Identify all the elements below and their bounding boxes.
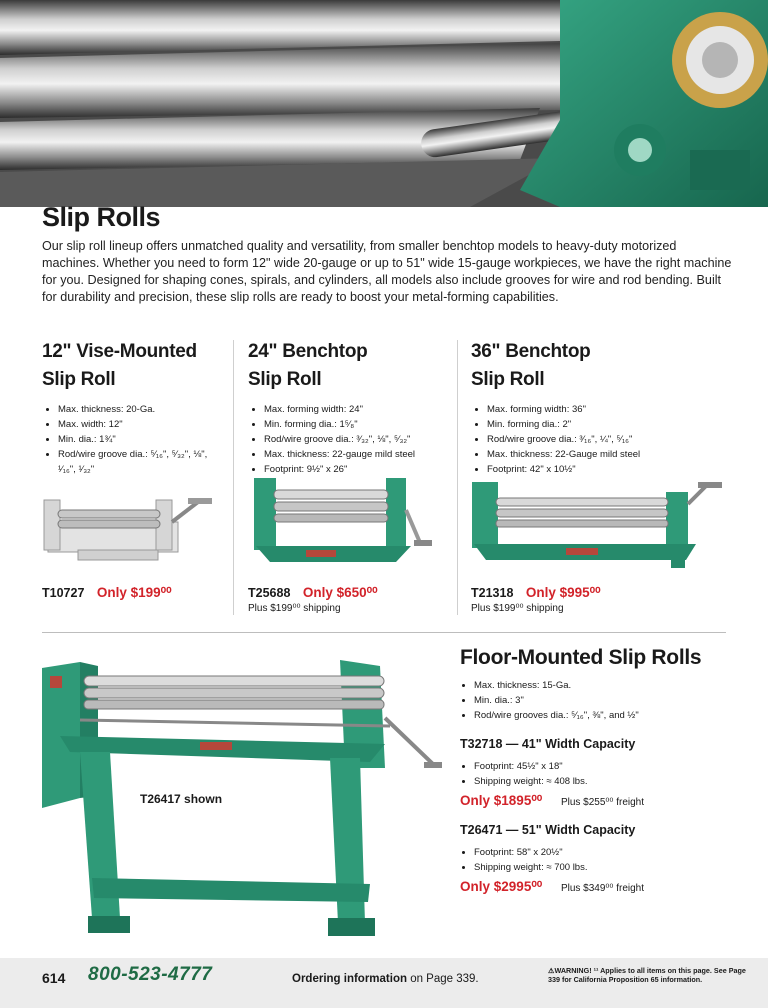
spec-item: • Shipping weight: ≈ 408 lbs. (474, 774, 760, 789)
phone-number[interactable]: 800-523-4777 (88, 964, 213, 985)
price-line-t21318 (471, 584, 601, 602)
spec-item: • Rod/wire groove dia.: ³⁄₃₂", ⅛", ⁵⁄₃₂" (264, 432, 458, 447)
spec-item: • Footprint: 9½" x 26" (264, 462, 458, 477)
spec-list (460, 845, 760, 875)
freight-note: Plus $349⁰⁰ freight (560, 883, 645, 894)
product-title: 36" Benchtop Slip Roll (471, 341, 591, 390)
spec-item: • Rod/wire groove dia.: ⁵⁄₁₆", ⁵⁄₃₂", ⅛", ¹⁄₁₆", ¹⁄₃₂" (58, 447, 227, 477)
section-divider (42, 632, 726, 633)
spec-list (42, 402, 227, 477)
hero-image (0, 0, 768, 207)
spec-item: • Shipping weight: ≈ 700 lbs. (474, 860, 760, 875)
intro-paragraph: Our slip roll lineup offers unmatched quality and versatility, from smaller benchtop models to heavy-duty motorized machines. Whether you need to form 12" wide 20-gauge or up to 51" wide 15-gauge workpieces, we have the right machine for you. Designed for shaping cones, spirals, and cylinders, all models also include grooves for wire and rod bending. Built for durability and precision, these slip rolls are ready to boost your metal-forming capabilities. (42, 239, 732, 304)
spec-item: • Rod/wire grooves dia.: ⁵⁄₁₆", ⅜", and ½" (474, 708, 760, 723)
shipping-note: Plus $199⁰⁰ shipping (248, 603, 341, 614)
spec-list (460, 759, 760, 789)
spec-item: • Min. forming dia.: 2" (487, 417, 731, 432)
spec-item: • Footprint: 42" x 10½" (487, 462, 731, 477)
product-image-t10727 (38, 482, 218, 572)
price-line-t25688 (248, 584, 378, 602)
spec-item: • Max. thickness: 22-Gauge mild steel (487, 447, 731, 462)
spec-item: • Max. forming width: 24" (264, 402, 458, 417)
spec-item: • Min. dia.: 1¾" (58, 432, 227, 447)
floor-mounted-section (460, 646, 760, 895)
spec-list (248, 402, 458, 477)
model-heading: T26471 — 51" Width Capacity (460, 823, 636, 837)
rollers-photo (0, 0, 768, 207)
spec-list (471, 402, 731, 477)
spec-list (460, 678, 760, 723)
product-column-t10727 (42, 338, 227, 477)
spec-item: • Max. thickness: 15-Ga. (474, 678, 760, 693)
spec-item: • Footprint: 58" x 20½" (474, 845, 760, 860)
warning-icon: ⚠ (548, 966, 555, 975)
model-heading: T32718 — 41" Width Capacity (460, 737, 636, 751)
spec-item: • Max. forming width: 36" (487, 402, 731, 417)
product-title: 12" Vise-Mounted Slip Roll (42, 341, 197, 390)
sku: T10727 (42, 586, 85, 600)
product-title: 24" Benchtop Slip Roll (248, 341, 368, 390)
prop65-warning: ⚠WARNING! ¹¹ Applies to all items on this page. See Page 339 for California Proposition 65 information. (548, 966, 746, 984)
shipping-note: Plus $199⁰⁰ shipping (471, 603, 564, 614)
sku: T25688 (248, 586, 291, 600)
product-image-t26417 (40, 648, 445, 945)
price: Only $650⁰⁰ (302, 585, 378, 600)
price-line-t10727 (42, 584, 172, 602)
spec-item: • Rod/wire groove dia.: ³⁄₁₆", ¼", ⁵⁄₁₆" (487, 432, 731, 447)
spec-item: • Max. thickness: 20-Ga. (58, 402, 227, 417)
column-divider (233, 340, 234, 615)
spec-item: • Footprint: 45½" x 18" (474, 759, 760, 774)
price: Only $2995⁰⁰ (460, 879, 543, 894)
product-image-t21318 (466, 474, 731, 589)
product-column-t21318 (471, 338, 731, 477)
page-number: 614 (42, 970, 66, 986)
spec-item: • Min. forming dia.: 1⁵⁄₈" (264, 417, 458, 432)
sku: T21318 (471, 586, 514, 600)
spec-item: • Max. width: 12" (58, 417, 227, 432)
section-title: Floor-Mounted Slip Rolls (460, 646, 702, 669)
price-line-t32718 (460, 793, 760, 809)
price: Only $995⁰⁰ (525, 585, 601, 600)
page-title: Slip Rolls (42, 202, 161, 232)
price: Only $199⁰⁰ (96, 585, 172, 600)
spec-item: • Min. dia.: 3" (474, 693, 760, 708)
column-divider (457, 340, 458, 615)
product-column-t25688 (248, 338, 458, 477)
freight-note: Plus $255⁰⁰ freight (560, 797, 645, 808)
spec-item: • Max. thickness: 22-gauge mild steel (264, 447, 458, 462)
shown-label: T26417 shown (140, 792, 223, 806)
price: Only $1895⁰⁰ (460, 793, 543, 808)
price-line-t26471 (460, 879, 760, 895)
product-image-t25688 (246, 470, 446, 585)
ordering-info: Ordering information on Page 339. (292, 973, 479, 985)
